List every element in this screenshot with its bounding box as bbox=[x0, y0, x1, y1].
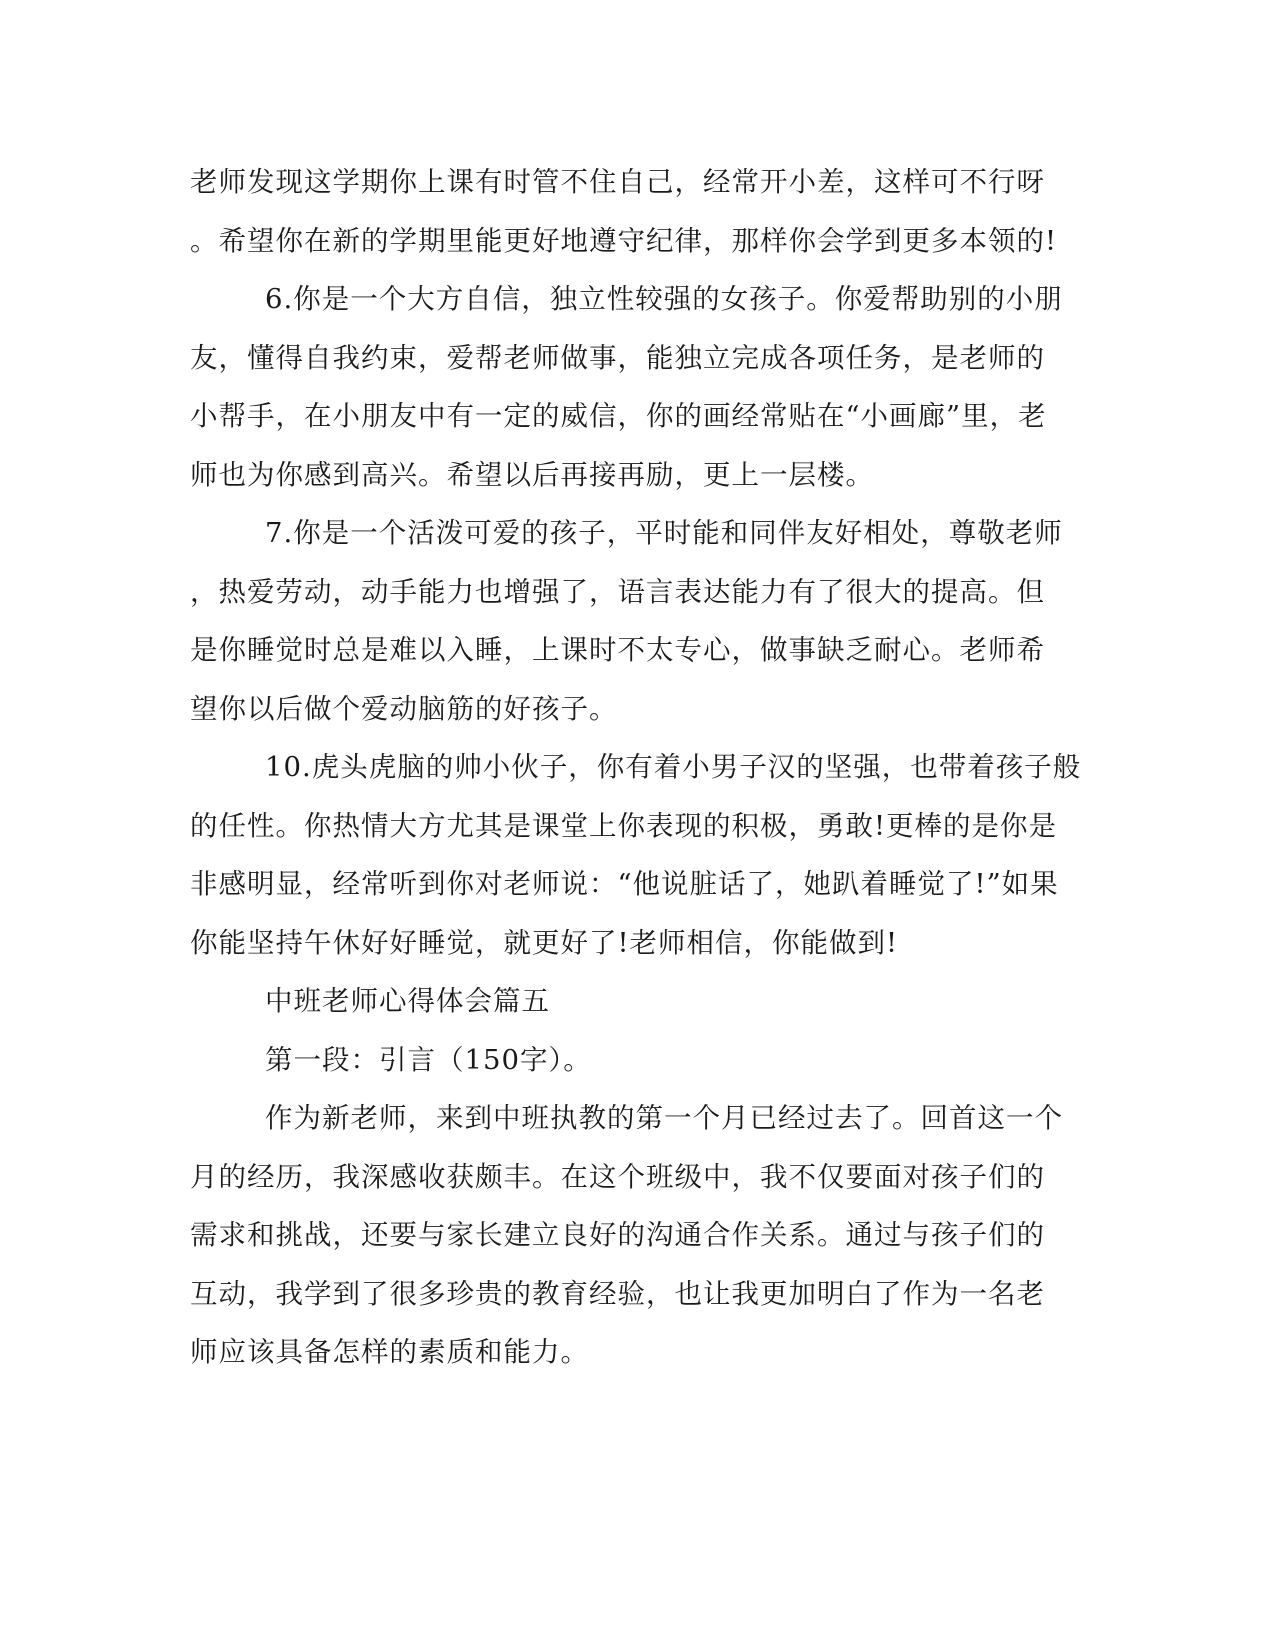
text-line: 月的经历，我深感收获颇丰。在这个班级中，我不仅要面对孩子们的 bbox=[190, 1161, 1045, 1193]
text-line: 师也为你感到高兴。希望以后再接再励，更上一层楼。 bbox=[190, 459, 874, 491]
text-line: 互动，我学到了很多珍贵的教育经验，也让我更加明白了作为一名老 bbox=[190, 1278, 1045, 1310]
text-line: 老师发现这学期你上课有时管不住自己，经常开小差，这样可不行呀 bbox=[190, 166, 1045, 198]
text-line: 望你以后做个爱动脑筋的好孩子。 bbox=[190, 693, 618, 725]
text-line: 友，懂得自我约束，爱帮老师做事，能独立完成各项任务，是老师的 bbox=[190, 342, 1045, 374]
section-title: 中班老师心得体会篇五 bbox=[265, 985, 550, 1017]
text-line: 是你睡觉时总是难以入睡，上课时不太专心，做事缺乏耐心。老师希 bbox=[190, 634, 1045, 666]
subsection-heading: 第一段：引言（150字）。 bbox=[265, 1044, 592, 1076]
text-line: 的任性。你热情大方尤其是课堂上你表现的积极，勇敢!更棒的是你是 bbox=[190, 810, 1058, 842]
paragraph-start-10: 10.虎头虎脑的帅小伙子，你有着小男子汉的坚强，也带着孩子般 bbox=[265, 751, 1082, 783]
text-line: 需求和挑战，还要与家长建立良好的沟通合作关系。通过与孩子们的 bbox=[190, 1219, 1045, 1251]
paragraph-start-7: 7.你是一个活泼可爱的孩子，平时能和同伴友好相处，尊敬老师 bbox=[265, 517, 1063, 549]
text-line: 非感明显，经常听到你对老师说：“他说脏话了，她趴着睡觉了!”如果 bbox=[190, 868, 1059, 900]
text-line: ，热爱劳动，动手能力也增强了，语言表达能力有了很大的提高。但 bbox=[190, 576, 1045, 608]
text-line: 你能坚持午休好好睡觉，就更好了!老师相信，你能做到! bbox=[190, 927, 899, 959]
paragraph-start-6: 6.你是一个大方自信，独立性较强的女孩子。你爱帮助别的小朋 bbox=[265, 283, 1063, 315]
text-line: 。希望你在新的学期里能更好地遵守纪律，那样你会学到更多本领的! bbox=[190, 225, 1058, 257]
text-line: 师应该具备怎样的素质和能力。 bbox=[190, 1336, 589, 1368]
text-line: 小帮手，在小朋友中有一定的威信，你的画经常贴在“小画廊”里，老 bbox=[190, 400, 1047, 432]
paragraph-start-intro: 作为新老师，来到中班执教的第一个月已经过去了。回首这一个 bbox=[265, 1102, 1063, 1134]
